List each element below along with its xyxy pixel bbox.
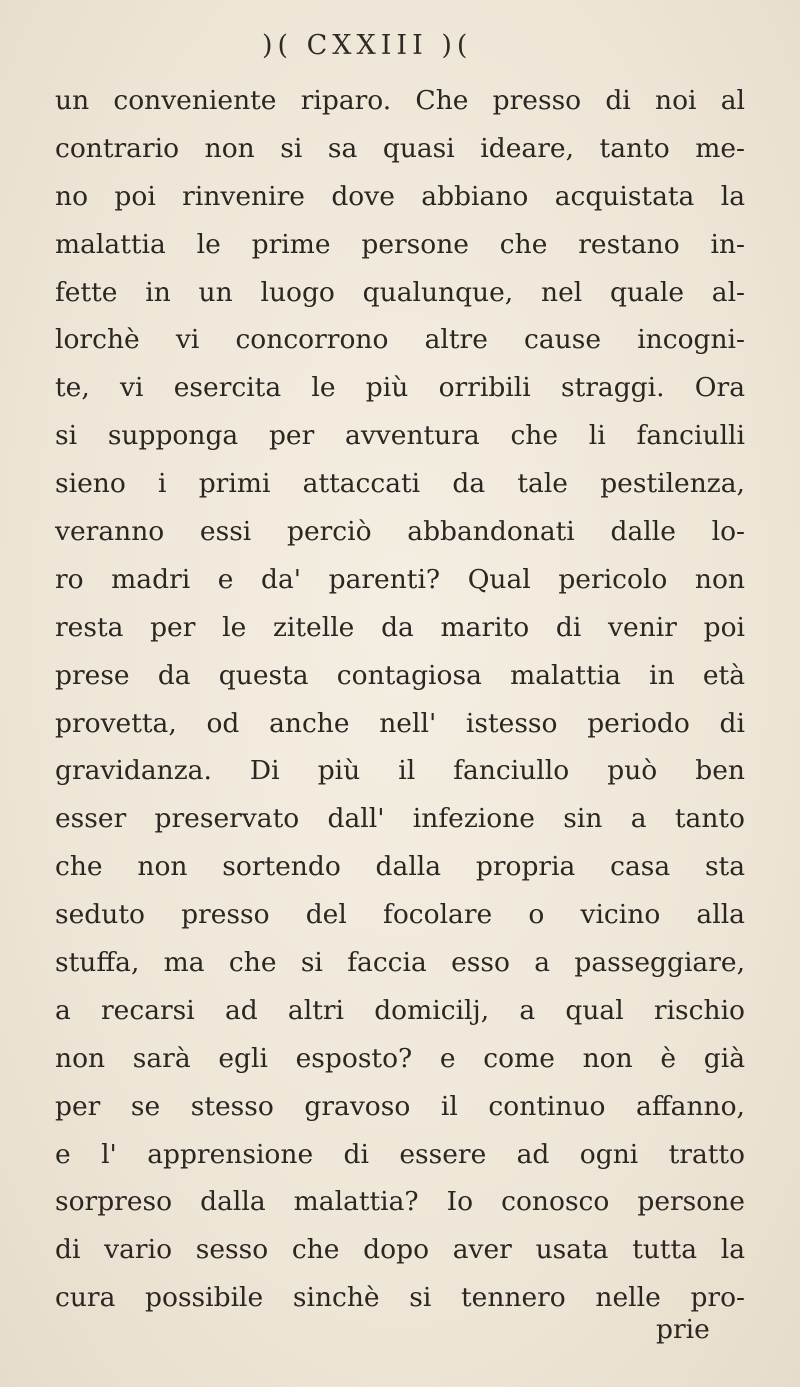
- text-line: di vario sesso che dopo aver usata tutta la: [55, 1234, 745, 1266]
- text-line: seduto presso del focolare o vicino alla: [55, 899, 745, 931]
- text-line: gravidanza. Di più il fanciullo può ben: [55, 755, 745, 787]
- text-line: ro madri e da' parenti? Qual pericolo non: [55, 563, 745, 595]
- text-line: provetta, od anche nell' istesso periodo di: [55, 707, 745, 739]
- text-line: esser preservato dall' infezione sin a tanto: [55, 803, 745, 835]
- text-line: a recarsi ad altri domicilj, a qual rischio: [55, 994, 745, 1026]
- text-line: non sarà egli esposto? e come non è già: [55, 1042, 745, 1074]
- text-line: malattia le prime persone che restano in-: [55, 228, 745, 260]
- text-line: si supponga per avventura che li fanciulli: [55, 420, 745, 452]
- text-line: stuffa, ma che si faccia esso a passeggiare,: [55, 947, 745, 979]
- text-line: te, vi esercita le più orribili straggi. Ora: [55, 372, 745, 404]
- text-line: per se stesso gravoso il continuo affanno,: [55, 1090, 745, 1122]
- text-line: cura possibile sinchè si tennero nelle pro-: [55, 1282, 745, 1314]
- text-line: lorchè vi concorrono altre cause incogni-: [55, 324, 745, 356]
- text-line: sorpreso dalla malattia? Io conosco persone: [55, 1186, 745, 1218]
- text-line: no poi rinvenire dove abbiano acquistata la: [55, 180, 745, 212]
- text-line: che non sortendo dalla propria casa sta: [55, 851, 745, 883]
- text-line: e l' apprensione di essere ad ogni tratto: [55, 1138, 745, 1170]
- page-number-header: )( CXXIII )(: [262, 30, 473, 61]
- text-line: contrario non si sa quasi ideare, tanto me-: [55, 132, 745, 164]
- body-text: [55, 77, 745, 1322]
- text-line: veranno essi perciò abbandonati dalle lo-: [55, 516, 745, 548]
- catchword: prie: [656, 1314, 710, 1345]
- text-line: fette in un luogo qualunque, nel quale al-: [55, 276, 745, 308]
- text-line: resta per le zitelle da marito di venir poi: [55, 611, 745, 643]
- text-line: prese da questa contagiosa malattia in età: [55, 659, 745, 691]
- text-line: un conveniente riparo. Che presso di noi al: [55, 85, 745, 116]
- text-line: sieno i primi attaccati da tale pestilenza,: [55, 468, 745, 500]
